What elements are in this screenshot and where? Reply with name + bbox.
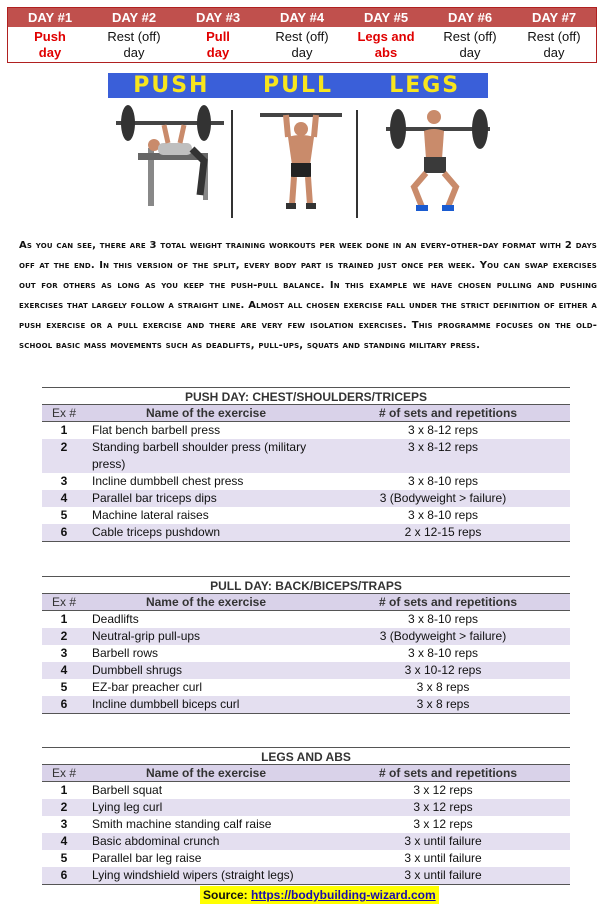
row-number: 1 xyxy=(60,423,68,437)
day-1-header: DAY #1 xyxy=(27,10,73,25)
col-ex-number: Ex # xyxy=(51,595,76,609)
day-3-header: DAY #3 xyxy=(195,10,241,25)
row-number: 5 xyxy=(60,851,68,865)
row-sets: 3 x 8 reps xyxy=(416,697,470,711)
row-number: 6 xyxy=(60,868,68,882)
day-7-activity-line2: day xyxy=(543,45,565,60)
day-5-header: DAY #5 xyxy=(363,10,409,25)
row-exercise: Dumbbell shrugs xyxy=(92,663,183,677)
day-6-activity-line2: day xyxy=(459,45,481,60)
day-7-activity-line1: Rest (off) xyxy=(527,29,581,44)
table-row xyxy=(42,833,570,850)
row-sets: 3 x 12 reps xyxy=(413,817,473,831)
row-exercise: EZ-bar preacher curl xyxy=(92,680,203,694)
day-7-header: DAY #7 xyxy=(531,10,577,25)
pull-exercise-illustration xyxy=(258,103,344,218)
table-title: PULL DAY: BACK/BICEPS/TRAPS xyxy=(42,576,570,594)
row-number: 3 xyxy=(60,817,68,831)
day-2-activity-line1: Rest (off) xyxy=(107,29,161,44)
table-row xyxy=(42,611,570,628)
row-sets: 3 x 8-12 reps xyxy=(407,423,479,437)
day-7-activity xyxy=(512,27,596,62)
col-exercise-name: Name of the exercise xyxy=(145,595,267,609)
table-row xyxy=(42,679,570,696)
col-ex-number: Ex # xyxy=(51,406,76,420)
weekly-schedule xyxy=(7,7,597,63)
day-6-activity xyxy=(428,27,512,62)
squat-illustration xyxy=(376,103,498,218)
pull-day-table xyxy=(42,576,570,714)
day-1-activity xyxy=(8,27,92,62)
table-header xyxy=(42,765,570,782)
table-row xyxy=(42,439,570,473)
table-header xyxy=(42,594,570,611)
row-exercise: Neutral-grip pull-ups xyxy=(92,629,201,643)
col-sets-reps: # of sets and repetitions xyxy=(378,766,518,780)
table-row xyxy=(42,782,570,799)
row-number: 4 xyxy=(60,834,68,848)
row-number: 6 xyxy=(60,697,68,711)
table-row xyxy=(42,799,570,816)
col-ex-number: Ex # xyxy=(51,766,76,780)
row-sets: 2 x 12-15 reps xyxy=(404,525,482,539)
day-6-header: DAY #6 xyxy=(447,10,493,25)
row-number: 5 xyxy=(60,508,68,522)
row-exercise: Incline dumbbell biceps curl xyxy=(92,697,240,711)
row-exercise: Lying leg curl xyxy=(92,800,163,814)
table-row xyxy=(42,696,570,714)
illustration-divider-2 xyxy=(356,110,358,218)
row-sets: 3 x 8-10 reps xyxy=(407,474,479,488)
col-sets-reps: # of sets and repetitions xyxy=(378,406,518,420)
table-row xyxy=(42,507,570,524)
source-credit xyxy=(200,886,439,904)
row-number: 2 xyxy=(60,800,68,814)
table-row xyxy=(42,850,570,867)
row-sets: 3 x until failure xyxy=(404,834,482,848)
table-header xyxy=(42,405,570,422)
push-day-table xyxy=(42,387,570,542)
table-row xyxy=(42,645,570,662)
day-2-activity xyxy=(92,27,176,62)
row-number: 1 xyxy=(60,612,68,626)
illustration-divider-1 xyxy=(231,110,233,218)
table-row xyxy=(42,473,570,490)
day-4-activity-line1: Rest (off) xyxy=(275,29,329,44)
row-exercise: Barbell rows xyxy=(92,646,159,660)
day-2-activity-line2: day xyxy=(123,45,145,60)
push-pull-legs-banner xyxy=(108,73,488,98)
row-exercise: Parallel bar leg raise xyxy=(92,851,202,865)
row-sets: 3 x 8-10 reps xyxy=(407,612,479,626)
table-title: PUSH DAY: CHEST/SHOULDERS/TRICEPS xyxy=(42,387,570,405)
table-row xyxy=(42,816,570,833)
row-sets: 3 (Bodyweight > failure) xyxy=(379,491,507,505)
row-exercise: Basic abdominal crunch xyxy=(92,834,220,848)
source-link[interactable]: https://bodybuilding-wizard.com xyxy=(251,888,436,902)
row-number: 3 xyxy=(60,646,68,660)
legs-abs-table xyxy=(42,747,570,885)
table-title: LEGS AND ABS xyxy=(42,747,570,765)
row-sets: 3 x 8 reps xyxy=(416,680,470,694)
schedule-header-row xyxy=(8,8,596,27)
row-sets: 3 x until failure xyxy=(404,851,482,865)
source-label: Source: xyxy=(203,888,248,902)
row-exercise: Machine lateral raises xyxy=(92,508,209,522)
day-1-activity-line2: day xyxy=(38,45,62,60)
day-3-activity xyxy=(176,27,260,62)
row-sets: 3 (Bodyweight > failure) xyxy=(379,629,507,643)
banner-word-legs: LEGS xyxy=(389,73,461,98)
row-exercise: Flat bench barbell press xyxy=(92,423,221,437)
table-row xyxy=(42,524,570,542)
row-sets: 3 x 12 reps xyxy=(413,783,473,797)
day-5-activity xyxy=(344,27,428,62)
row-sets: 3 x 8-10 reps xyxy=(407,646,479,660)
col-exercise-name: Name of the exercise xyxy=(145,766,267,780)
day-4-activity xyxy=(260,27,344,62)
row-exercise: Barbell squat xyxy=(92,783,163,797)
row-exercise: Deadlifts xyxy=(92,612,139,626)
row-number: 4 xyxy=(60,663,68,677)
table-row xyxy=(42,490,570,507)
row-sets: 3 x 10-12 reps xyxy=(404,663,482,677)
col-exercise-name: Name of the exercise xyxy=(145,406,267,420)
day-5-activity-line1: Legs and xyxy=(357,29,415,44)
table-row xyxy=(42,628,570,645)
row-exercise: Cable triceps pushdown xyxy=(92,525,221,539)
row-number: 1 xyxy=(60,783,68,797)
row-number: 2 xyxy=(60,629,68,643)
day-6-activity-line1: Rest (off) xyxy=(443,29,497,44)
day-1-activity-line1: Push xyxy=(34,29,66,44)
intro-paragraph: As you can see, there are 3 total weight training workouts per week done in an every-other-day format with 2 days off at the end. In this version of the split, every body part is trained just once per week. You can swap exercises out for others as long as you keep the push-pull balance. In this example we have chosen pulling and pushing exercises that largely follow a straight line. Almost all chosen exercise fall under the strict definition of either a push exercise or a pull exercise and there are very few isolation exercises. This programme focuses on the old-school basic mass movements such as deadlifts, pull-ups, squats and standing military press. xyxy=(19,240,597,351)
row-sets: 3 x 8-10 reps xyxy=(407,508,479,522)
banner-word-pull: PULL xyxy=(262,73,334,98)
row-exercise: Incline dumbbell chest press xyxy=(92,474,244,488)
day-3-activity-line1: Pull xyxy=(206,29,230,44)
day-4-activity-line2: day xyxy=(291,45,313,60)
row-number: 4 xyxy=(60,491,68,505)
row-sets: 3 x 12 reps xyxy=(413,800,473,814)
table-row xyxy=(42,662,570,679)
row-sets: 3 x 8-12 reps xyxy=(407,440,479,454)
col-sets-reps: # of sets and repetitions xyxy=(378,595,518,609)
row-number: 6 xyxy=(60,525,68,539)
table-row xyxy=(42,422,570,439)
day-5-activity-line2: abs xyxy=(374,45,398,60)
schedule-body-row xyxy=(8,27,596,62)
row-exercise: Standing barbell shoulder press (military press) xyxy=(92,440,307,471)
day-4-header: DAY #4 xyxy=(279,10,325,25)
row-number: 5 xyxy=(60,680,68,694)
row-exercise: Smith machine standing calf raise xyxy=(92,817,272,831)
day-2-header: DAY #2 xyxy=(111,10,157,25)
row-number: 2 xyxy=(60,440,68,454)
row-sets: 3 x until failure xyxy=(404,868,482,882)
table-row xyxy=(42,867,570,885)
day-3-activity-line2: day xyxy=(206,45,230,60)
row-exercise: Lying windshield wipers (straight legs) xyxy=(92,868,294,882)
row-exercise: Parallel bar triceps dips xyxy=(92,491,217,505)
banner-word-push: PUSH xyxy=(133,73,210,98)
row-number: 3 xyxy=(60,474,68,488)
bench-press-illustration xyxy=(108,103,226,218)
